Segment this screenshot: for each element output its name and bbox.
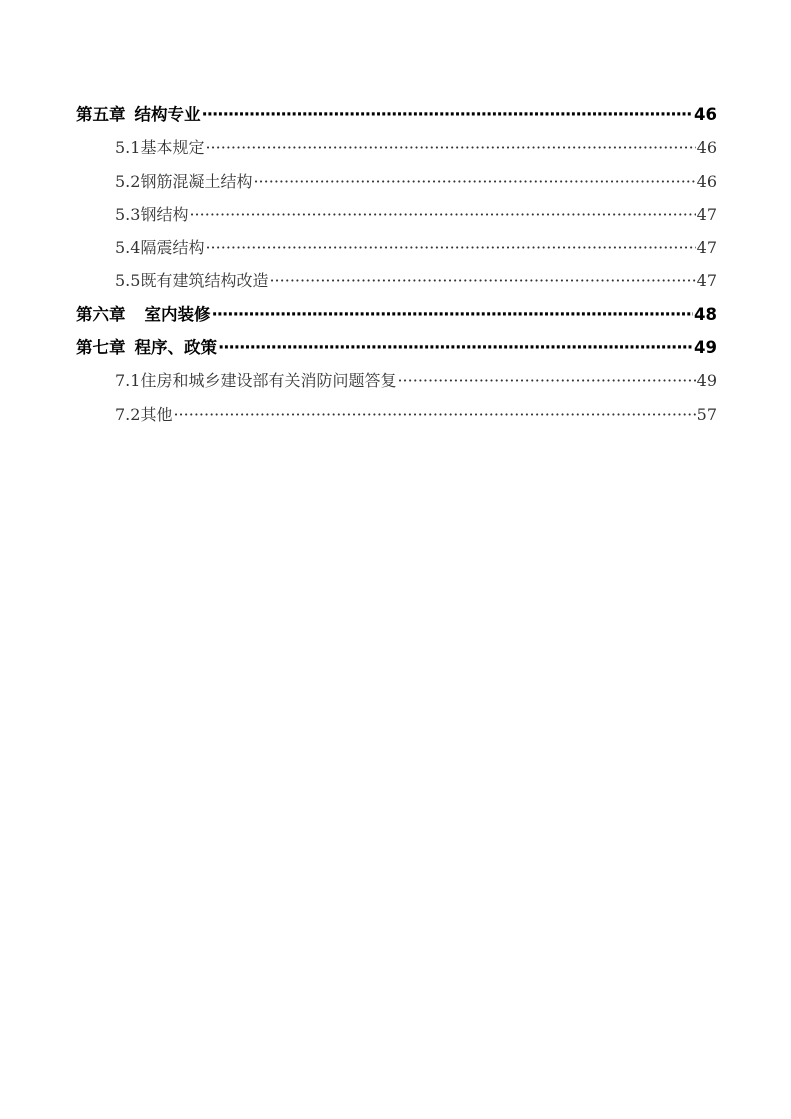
section-title: 隔震结构 [140, 238, 205, 258]
page-number: 46 [694, 105, 717, 124]
page-number: 48 [694, 304, 717, 324]
section-title: 基本规定 [140, 138, 205, 158]
dot-leader [212, 298, 694, 331]
page-number: 47 [696, 204, 717, 224]
dot-leader [253, 165, 695, 198]
chapter-number: 第五章 [76, 105, 126, 124]
toc-section-5-2[interactable] [76, 165, 717, 198]
page-number: 49 [694, 338, 717, 358]
dot-leader [189, 198, 695, 231]
page-number: 46 [696, 171, 717, 191]
section-number: 5.1 [115, 138, 141, 158]
section-title: 既有建筑结构改造 [140, 271, 269, 291]
dot-leader [218, 331, 693, 364]
toc-chapter-6[interactable] [76, 298, 717, 331]
toc-section-5-3[interactable] [76, 198, 717, 231]
toc-section-7-2[interactable] [76, 398, 717, 431]
page-number: 47 [696, 271, 717, 291]
dot-leader [205, 231, 695, 264]
chapter-title: 室内装修 [144, 304, 211, 324]
section-number: 7.2 [115, 404, 141, 424]
dot-leader [397, 364, 695, 397]
dot-leader [202, 98, 694, 131]
toc-chapter-5[interactable] [76, 98, 717, 131]
page-number: 49 [696, 371, 717, 391]
section-number: 7.1 [115, 371, 141, 391]
section-title: 其他 [140, 404, 173, 424]
chapter-title: 结构专业 [134, 105, 201, 124]
section-title: 住房和城乡建设部有关消防问题答复 [140, 371, 397, 391]
page-number: 47 [696, 238, 717, 258]
chapter-number: 第七章 [76, 338, 126, 358]
toc-section-5-4[interactable] [76, 231, 717, 264]
section-number: 5.3 [115, 204, 141, 224]
section-title: 钢筋混凝土结构 [140, 171, 253, 191]
dot-leader [269, 264, 695, 297]
dot-leader [173, 398, 695, 431]
toc-section-7-1[interactable] [76, 364, 717, 397]
section-number: 5.2 [115, 171, 141, 191]
chapter-number: 第六章 [76, 304, 126, 324]
page-number: 57 [696, 404, 717, 424]
page-number: 46 [696, 138, 717, 158]
toc-section-5-5[interactable] [76, 264, 717, 297]
table-of-contents [76, 98, 717, 431]
section-number: 5.5 [115, 271, 141, 291]
chapter-title: 程序、政策 [134, 338, 217, 358]
dot-leader [205, 131, 695, 164]
section-number: 5.4 [115, 238, 141, 258]
toc-chapter-7[interactable] [76, 331, 717, 364]
toc-section-5-1[interactable] [76, 131, 717, 164]
section-title: 钢结构 [140, 204, 189, 224]
